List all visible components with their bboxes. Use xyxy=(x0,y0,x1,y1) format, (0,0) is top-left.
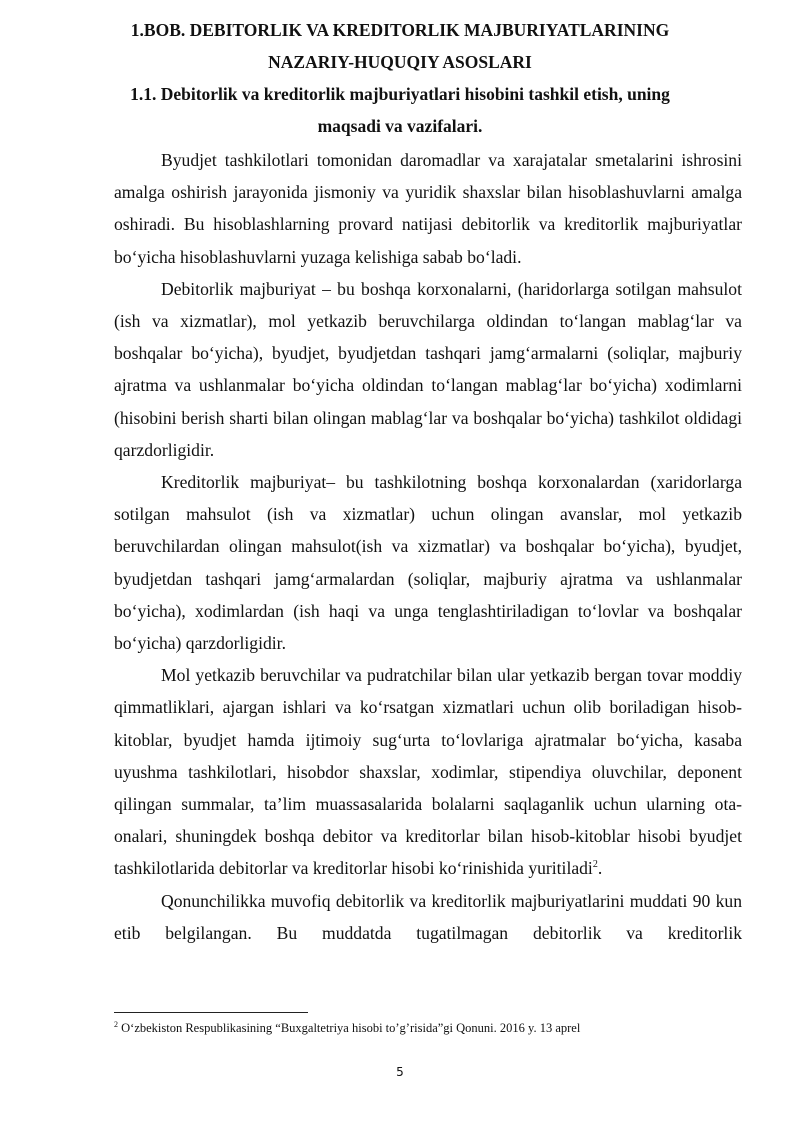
footnote xyxy=(114,1020,744,1036)
chapter-title: 1.BOB. DEBITORLIK VA KREDITORLIK MAJBURIYATLARINING NAZARIY-HUQUQIY ASOSLARI xyxy=(130,20,670,72)
paragraph-5: Qonunchilikka muvofiq debitorlik va kreditorlik majburiyatlarini muddati 90 kun etib belgilangan. Bu muddatda tugatilmagan debitorlik va kreditorlik xyxy=(114,890,742,943)
footnote-reference[interactable]: 2 xyxy=(592,859,598,871)
paragraph-3: Kreditorlik majburiyat– bu tashkilotning boshqa korxonalardan (xaridorlarga sotilgan mahsulot (ish va xizmatlar) uchun olingan avanslar, mol yetkazib beruvchilardan olingan mahsulot(ish va xizmatlar) va boshqalar bo‘yicha), byudjet, byudjetdan tashqari jamg‘armalardan (soliqlar, majburiy ajratma va ushlanmalar bo‘yicha), xodimlardan (ish haqi va unga tenglashtiriladigan to‘lovlar va boshqalar bo‘yicha) qarzdorligidir. xyxy=(114,472,742,654)
paragraph-4-end: . xyxy=(597,858,603,879)
footnote-divider xyxy=(114,1012,308,1013)
footnote-marker: 2 xyxy=(114,1019,118,1029)
section-title: 1.1. Debitorlik va kreditorlik majburiyatlari hisobini tashkil etish, uning maqsadi va vazifalari. xyxy=(130,84,670,136)
paragraph-4 xyxy=(114,659,742,884)
page-number: 5 xyxy=(396,1065,404,1079)
paragraph-4-text: Mol yetkazib beruvchilar va pudratchilar bilan ular yetkazib bergan tovar moddiy qimmatliklari, ajargan ishlari va ko‘rsatgan xizmatlari uchun olib boriladigan hisob-kitoblar, byudjet hamda ijtimoiy sug‘urta to‘lovlariga ajratmalar bo‘yicha, kasaba uyushma tashkilotlari, hisobdor shaxslar, xodimlar, stipendiya oluvchilar, deponent qilingan summalar, ta’lim muassasalarida bolalarni saqlaganlik uchun ularning ota-onalari, shuningdek boshqa debitor va kreditorlar bilan hisob-kitoblar hisobi byudjet tashkilotlarida debitorlar va kreditorlar hisobi ko‘rinishida yuritiladi xyxy=(114,665,742,879)
paragraph-1: Byudjet tashkilotlari tomonidan daromadlar va xarajatalar smetalarini ishrosini amalga oshirish jarayonida jismoniy va yuridik shaxslar bilan hisoblashuvlarni amalga oshiradi. Bu hisoblashlarning provard natijasi debitorlik va kreditorlik majburiyatlar bo‘yicha hisoblashuvlarni yuzaga kelishiga sabab bo‘ladi. xyxy=(114,150,742,267)
footnote-text: O‘zbekiston Respublikasining “Buxgaltetriya hisobi to’g’risida”gi Qonuni. 2016 y. 13 aprel xyxy=(118,1021,581,1035)
body-text xyxy=(114,144,742,949)
paragraph-2: Debitorlik majburiyat – bu boshqa korxonalarni, (haridorlarga sotilgan mahsulot (ish va xizmatlar), mol yetkazib beruvchilarga oldindan to‘langan mablag‘lar va boshqalar bo‘yicha), byudjet, byudjetdan tashqari jamg‘armalarni (soliqlar, majburiy ajratma va ushlanmalar bo‘yicha oldindan to‘langan mablag‘lar bo‘yicha) xodimlarni (hisobini berish sharti bilan olingan mablag‘lar va boshqalar bo‘yicha) tashkilot oldidagi qarzdorligidir. xyxy=(114,278,742,460)
